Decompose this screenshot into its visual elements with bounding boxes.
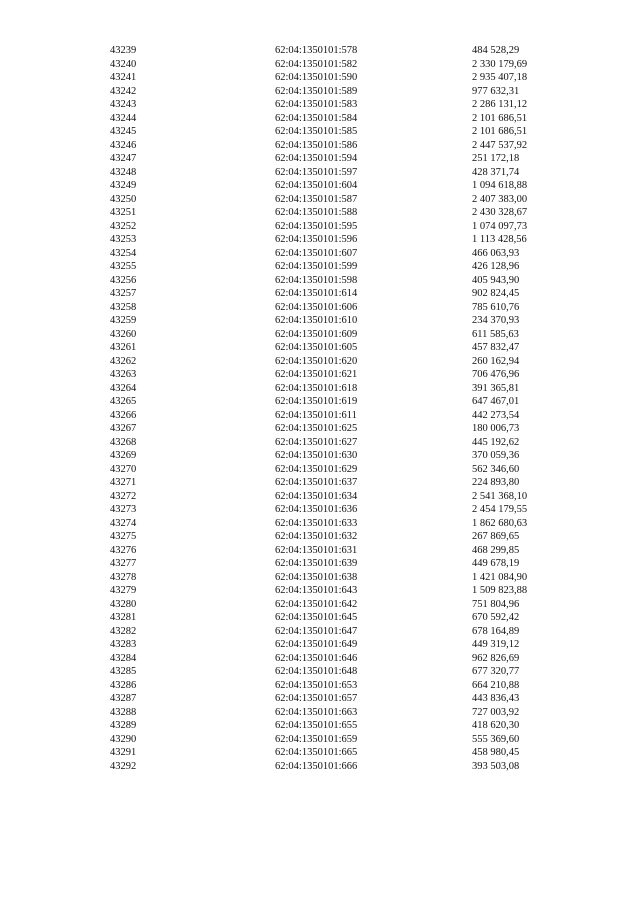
row-number-cell: 43267 bbox=[110, 423, 137, 434]
cadastral-number-cell: 62:04:1350101:597 bbox=[275, 166, 358, 178]
cadastral-value-cell: 1 509 823,88 bbox=[472, 585, 528, 596]
row-number-cell: 43239 bbox=[110, 45, 137, 56]
table-row bbox=[110, 665, 572, 679]
cadastral-value-cell: 2 407 383,00 bbox=[472, 193, 528, 205]
row-number-cell: 43257 bbox=[110, 288, 137, 299]
row-number-cell: 43245 bbox=[110, 126, 137, 137]
cadastral-number-cell: 62:04:1350101:630 bbox=[275, 450, 358, 461]
cadastral-number-cell: 62:04:1350101:666 bbox=[275, 760, 358, 772]
row-number-cell: 43262 bbox=[110, 355, 137, 367]
row-number-cell: 43279 bbox=[110, 585, 137, 596]
cadastral-value-cell: 562 346,60 bbox=[472, 463, 520, 475]
row-number-cell: 43288 bbox=[110, 706, 137, 718]
cadastral-value-cell: 555 369,60 bbox=[472, 733, 520, 745]
cadastral-number-cell: 62:04:1350101:653 bbox=[275, 679, 358, 691]
table-row bbox=[110, 314, 572, 328]
row-number-cell: 43261 bbox=[110, 342, 137, 353]
cadastral-number-cell: 62:04:1350101:634 bbox=[275, 490, 358, 502]
row-number-cell: 43244 bbox=[110, 112, 137, 124]
table-row bbox=[110, 328, 572, 342]
table-row bbox=[110, 436, 572, 450]
cadastral-number-cell: 62:04:1350101:611 bbox=[275, 409, 357, 421]
cadastral-value-cell: 611 585,63 bbox=[472, 328, 519, 340]
cadastral-value-cell: 785 610,76 bbox=[472, 301, 520, 313]
table-row bbox=[110, 274, 572, 288]
table-row bbox=[110, 679, 572, 693]
cadastral-value-cell: 449 678,19 bbox=[472, 558, 520, 569]
cadastral-value-cell: 370 059,36 bbox=[472, 450, 520, 461]
table-body bbox=[110, 44, 572, 773]
cadastral-value-cell: 706 476,96 bbox=[472, 369, 520, 380]
row-number-cell: 43241 bbox=[110, 72, 137, 83]
table-row bbox=[110, 463, 572, 477]
table-row bbox=[110, 476, 572, 490]
cadastral-value-cell: 2 447 537,92 bbox=[472, 139, 528, 151]
cadastral-number-cell: 62:04:1350101:645 bbox=[275, 612, 358, 623]
table-row bbox=[110, 220, 572, 234]
row-number-cell: 43246 bbox=[110, 139, 137, 151]
table-row bbox=[110, 638, 572, 652]
cadastral-number-cell: 62:04:1350101:607 bbox=[275, 247, 358, 259]
row-number-cell: 43275 bbox=[110, 531, 137, 542]
cadastral-number-cell: 62:04:1350101:625 bbox=[275, 423, 358, 434]
table-row bbox=[110, 517, 572, 531]
row-number-cell: 43263 bbox=[110, 369, 137, 380]
cadastral-number-cell: 62:04:1350101:588 bbox=[275, 207, 358, 218]
table-row bbox=[110, 382, 572, 396]
table-row bbox=[110, 490, 572, 504]
cadastral-number-cell: 62:04:1350101:655 bbox=[275, 720, 358, 731]
cadastral-number-cell: 62:04:1350101:618 bbox=[275, 382, 358, 394]
row-number-cell: 43252 bbox=[110, 220, 137, 232]
cadastral-value-cell: 977 632,31 bbox=[472, 85, 520, 97]
cadastral-value-cell: 445 192,62 bbox=[472, 436, 520, 448]
cadastral-number-cell: 62:04:1350101:605 bbox=[275, 342, 358, 353]
cadastral-number-cell: 62:04:1350101:657 bbox=[275, 693, 358, 704]
cadastral-number-cell: 62:04:1350101:642 bbox=[275, 598, 358, 610]
row-number-cell: 43291 bbox=[110, 747, 137, 758]
table-row bbox=[110, 125, 572, 139]
cadastral-value-cell: 670 592,42 bbox=[472, 612, 520, 623]
table-row bbox=[110, 152, 572, 166]
table-row bbox=[110, 557, 572, 571]
cadastral-number-cell: 62:04:1350101:633 bbox=[275, 517, 358, 529]
cadastral-value-cell: 2 935 407,18 bbox=[472, 72, 528, 83]
table-row bbox=[110, 260, 572, 274]
cadastral-number-cell: 62:04:1350101:604 bbox=[275, 180, 358, 191]
cadastral-value-cell: 484 528,29 bbox=[472, 45, 520, 56]
cadastral-value-cell: 457 832,47 bbox=[472, 342, 520, 353]
row-number-cell: 43283 bbox=[110, 639, 137, 650]
row-number-cell: 43248 bbox=[110, 166, 137, 178]
cadastral-value-cell: 2 541 368,10 bbox=[472, 490, 528, 502]
cadastral-value-cell: 180 006,73 bbox=[472, 423, 520, 434]
cadastral-value-cell: 2 330 179,69 bbox=[472, 58, 528, 70]
cadastral-number-cell: 62:04:1350101:637 bbox=[275, 477, 358, 488]
table-row bbox=[110, 287, 572, 301]
table-row bbox=[110, 449, 572, 463]
table-row bbox=[110, 85, 572, 99]
table-row bbox=[110, 530, 572, 544]
row-number-cell: 43269 bbox=[110, 450, 137, 461]
cadastral-number-cell: 62:04:1350101:589 bbox=[275, 85, 358, 97]
table-row bbox=[110, 652, 572, 666]
cadastral-value-cell: 664 210,88 bbox=[472, 679, 520, 691]
table-row bbox=[110, 166, 572, 180]
cadastral-number-cell: 62:04:1350101:659 bbox=[275, 733, 358, 745]
row-number-cell: 43254 bbox=[110, 247, 137, 259]
cadastral-value-cell: 1 421 084,90 bbox=[472, 571, 528, 583]
table-row bbox=[110, 206, 572, 220]
cadastral-number-cell: 62:04:1350101:631 bbox=[275, 544, 358, 556]
row-number-cell: 43251 bbox=[110, 207, 137, 218]
row-number-cell: 43287 bbox=[110, 693, 137, 704]
row-number-cell: 43250 bbox=[110, 193, 137, 205]
row-number-cell: 43290 bbox=[110, 733, 137, 745]
cadastral-number-cell: 62:04:1350101:620 bbox=[275, 355, 358, 367]
row-number-cell: 43253 bbox=[110, 234, 137, 245]
cadastral-number-cell: 62:04:1350101:595 bbox=[275, 220, 358, 232]
row-number-cell: 43259 bbox=[110, 315, 137, 326]
cadastral-value-cell: 647 467,01 bbox=[472, 396, 520, 407]
table-row bbox=[110, 571, 572, 585]
cadastral-value-cell: 2 101 686,51 bbox=[472, 112, 528, 124]
cadastral-number-cell: 62:04:1350101:649 bbox=[275, 639, 358, 650]
cadastral-number-cell: 62:04:1350101:665 bbox=[275, 747, 358, 758]
table-row bbox=[110, 503, 572, 517]
table-row bbox=[110, 611, 572, 625]
cadastral-value-cell: 391 365,81 bbox=[472, 382, 520, 394]
row-number-cell: 43249 bbox=[110, 180, 137, 191]
cadastral-value-cell: 443 836,43 bbox=[472, 693, 520, 704]
row-number-cell: 43272 bbox=[110, 490, 137, 502]
row-number-cell: 43285 bbox=[110, 666, 137, 677]
table-row bbox=[110, 422, 572, 436]
row-number-cell: 43240 bbox=[110, 58, 137, 70]
row-number-cell: 43289 bbox=[110, 720, 137, 731]
cadastral-value-cell: 962 826,69 bbox=[472, 652, 520, 664]
table-row bbox=[110, 112, 572, 126]
cadastral-number-cell: 62:04:1350101:647 bbox=[275, 625, 358, 637]
cadastral-value-cell: 2 454 179,55 bbox=[472, 504, 528, 515]
cadastral-value-cell: 2 430 328,67 bbox=[472, 207, 528, 218]
cadastral-number-cell: 62:04:1350101:599 bbox=[275, 261, 358, 272]
cadastral-value-cell: 2 286 131,12 bbox=[472, 99, 528, 110]
row-number-cell: 43281 bbox=[110, 612, 137, 623]
row-number-cell: 43278 bbox=[110, 571, 137, 583]
cadastral-number-cell: 62:04:1350101:598 bbox=[275, 274, 358, 286]
table-row bbox=[110, 193, 572, 207]
row-number-cell: 43277 bbox=[110, 558, 137, 569]
row-number-cell: 43274 bbox=[110, 517, 137, 529]
table-row bbox=[110, 179, 572, 193]
cadastral-value-cell: 418 620,30 bbox=[472, 720, 520, 731]
row-number-cell: 43242 bbox=[110, 85, 137, 97]
table-row bbox=[110, 139, 572, 153]
cadastral-number-cell: 62:04:1350101:590 bbox=[275, 72, 358, 83]
row-number-cell: 43265 bbox=[110, 396, 137, 407]
table-row bbox=[110, 625, 572, 639]
row-number-cell: 43268 bbox=[110, 436, 137, 448]
cadastral-number-cell: 62:04:1350101:585 bbox=[275, 126, 358, 137]
row-number-cell: 43271 bbox=[110, 477, 137, 488]
cadastral-number-cell: 62:04:1350101:638 bbox=[275, 571, 358, 583]
cadastral-number-cell: 62:04:1350101:583 bbox=[275, 99, 358, 110]
cadastral-value-cell: 224 893,80 bbox=[472, 477, 520, 488]
cadastral-number-cell: 62:04:1350101:614 bbox=[275, 288, 358, 299]
table-row bbox=[110, 733, 572, 747]
cadastral-value-cell: 751 804,96 bbox=[472, 598, 520, 610]
cadastral-number-cell: 62:04:1350101:596 bbox=[275, 234, 358, 245]
cadastral-number-cell: 62:04:1350101:648 bbox=[275, 666, 358, 677]
table-row bbox=[110, 706, 572, 720]
cadastral-number-cell: 62:04:1350101:587 bbox=[275, 193, 358, 205]
cadastral-value-cell: 1 113 428,56 bbox=[472, 234, 527, 245]
row-number-cell: 43247 bbox=[110, 153, 137, 164]
table-row bbox=[110, 58, 572, 72]
cadastral-value-cell: 468 299,85 bbox=[472, 544, 520, 556]
cadastral-value-cell: 428 371,74 bbox=[472, 166, 520, 178]
cadastral-number-cell: 62:04:1350101:606 bbox=[275, 301, 358, 313]
table-row bbox=[110, 355, 572, 369]
row-number-cell: 43255 bbox=[110, 261, 137, 272]
cadastral-value-cell: 466 063,93 bbox=[472, 247, 520, 259]
row-number-cell: 43284 bbox=[110, 652, 137, 664]
table-row bbox=[110, 584, 572, 598]
row-number-cell: 43258 bbox=[110, 301, 137, 313]
cadastral-number-cell: 62:04:1350101:578 bbox=[275, 45, 358, 56]
table-row bbox=[110, 598, 572, 612]
cadastral-value-cell: 405 943,90 bbox=[472, 274, 520, 286]
cadastral-number-cell: 62:04:1350101:632 bbox=[275, 531, 358, 542]
row-number-cell: 43270 bbox=[110, 463, 137, 475]
cadastral-value-cell: 426 128,96 bbox=[472, 261, 520, 272]
table-row bbox=[110, 341, 572, 355]
row-number-cell: 43276 bbox=[110, 544, 137, 556]
table-row bbox=[110, 692, 572, 706]
cadastral-value-cell: 678 164,89 bbox=[472, 625, 520, 637]
table-row bbox=[110, 368, 572, 382]
cadastral-number-cell: 62:04:1350101:627 bbox=[275, 436, 358, 448]
cadastral-number-cell: 62:04:1350101:643 bbox=[275, 585, 358, 596]
table-row bbox=[110, 760, 572, 774]
row-number-cell: 43264 bbox=[110, 382, 137, 394]
cadastral-value-cell: 260 162,94 bbox=[472, 355, 520, 367]
cadastral-number-cell: 62:04:1350101:594 bbox=[275, 153, 358, 164]
row-number-cell: 43260 bbox=[110, 328, 137, 340]
cadastral-number-cell: 62:04:1350101:619 bbox=[275, 396, 358, 407]
cadastral-value-cell: 902 824,45 bbox=[472, 288, 520, 299]
cadastral-value-cell: 234 370,93 bbox=[472, 315, 520, 326]
row-number-cell: 43282 bbox=[110, 625, 137, 637]
table-row bbox=[110, 247, 572, 261]
cadastral-number-cell: 62:04:1350101:610 bbox=[275, 315, 358, 326]
cadastral-value-cell: 393 503,08 bbox=[472, 760, 520, 772]
table-row bbox=[110, 44, 572, 58]
cadastral-value-cell: 449 319,12 bbox=[472, 639, 520, 650]
cadastral-number-cell: 62:04:1350101:636 bbox=[275, 504, 358, 515]
cadastral-number-cell: 62:04:1350101:582 bbox=[275, 58, 358, 70]
cadastral-value-cell: 442 273,54 bbox=[472, 409, 520, 421]
cadastral-value-cell: 251 172,18 bbox=[472, 153, 520, 164]
cadastral-value-cell: 458 980,45 bbox=[472, 747, 520, 758]
cadastral-value-cell: 1 074 097,73 bbox=[472, 220, 528, 232]
cadastral-number-cell: 62:04:1350101:586 bbox=[275, 139, 358, 151]
cadastral-number-cell: 62:04:1350101:639 bbox=[275, 558, 358, 569]
cadastral-value-cell: 1 862 680,63 bbox=[472, 517, 528, 529]
table-row bbox=[110, 409, 572, 423]
row-number-cell: 43256 bbox=[110, 274, 137, 286]
table-row bbox=[110, 233, 572, 247]
row-number-cell: 43292 bbox=[110, 760, 137, 772]
row-number-cell: 43286 bbox=[110, 679, 137, 691]
cadastral-value-cell: 727 003,92 bbox=[472, 706, 520, 718]
row-number-cell: 43280 bbox=[110, 598, 137, 610]
cadastral-number-cell: 62:04:1350101:629 bbox=[275, 463, 358, 475]
table-row bbox=[110, 544, 572, 558]
cadastral-number-cell: 62:04:1350101:663 bbox=[275, 706, 358, 718]
cadastral-number-cell: 62:04:1350101:646 bbox=[275, 652, 358, 664]
row-number-cell: 43266 bbox=[110, 409, 137, 421]
table-row bbox=[110, 301, 572, 315]
cadastral-number-cell: 62:04:1350101:609 bbox=[275, 328, 358, 340]
cadastral-value-cell: 267 869,65 bbox=[472, 531, 520, 542]
row-number-cell: 43273 bbox=[110, 504, 137, 515]
cadastral-value-cell: 2 101 686,51 bbox=[472, 126, 528, 137]
cadastral-value-table bbox=[110, 44, 572, 773]
table-row bbox=[110, 719, 572, 733]
table-row bbox=[110, 98, 572, 112]
cadastral-number-cell: 62:04:1350101:621 bbox=[275, 369, 358, 380]
table-row bbox=[110, 395, 572, 409]
cadastral-number-cell: 62:04:1350101:584 bbox=[275, 112, 358, 124]
cadastral-value-cell: 1 094 618,88 bbox=[472, 180, 528, 191]
row-number-cell: 43243 bbox=[110, 99, 137, 110]
cadastral-value-cell: 677 320,77 bbox=[472, 666, 520, 677]
table-row bbox=[110, 71, 572, 85]
table-row bbox=[110, 746, 572, 760]
